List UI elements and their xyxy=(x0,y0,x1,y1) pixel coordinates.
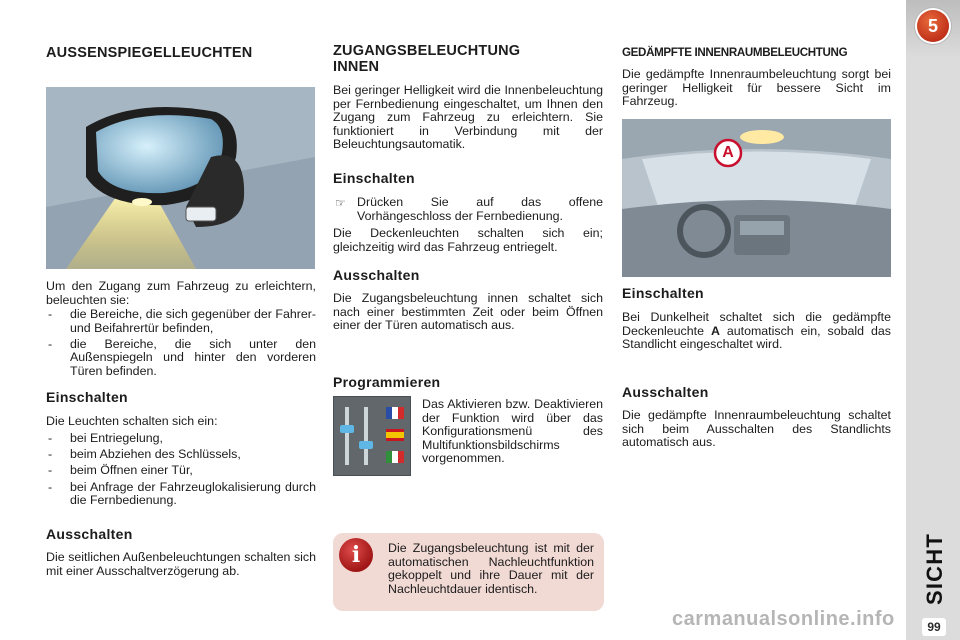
mirror-light-illustration xyxy=(46,87,315,269)
mirror-off-heading: Ausschalten xyxy=(46,526,133,542)
chapter-title: SICHT xyxy=(922,533,947,605)
section-heading-dimmed-lighting: GEDÄMPFTE INNENRAUMBELEUCHTUNG xyxy=(622,46,848,59)
list-item: - die Bereiche, die sich unter den Außenspiegeln und hinter den vorderen Türen befinden. xyxy=(46,338,316,379)
mirror-on-list xyxy=(46,432,316,510)
mirror-illustration-icon xyxy=(46,87,315,269)
list-item: - bei Anfrage der Fahrzeuglokalisierung durch die Fernbedienung. xyxy=(46,481,316,508)
watermark: carmanualsonline.info xyxy=(672,608,895,630)
pointing-hand-icon: ☞ xyxy=(335,196,346,210)
dimmed-lighting-intro: Die gedämpfte Innenraumbeleuchtung sorgt bei geringer Helligkeit für bessere Sicht im Fahrzeug. xyxy=(622,67,891,109)
programming-heading: Programmieren xyxy=(333,374,441,390)
sliders-flags-icon xyxy=(334,397,410,475)
interior-on-bullet xyxy=(333,196,603,223)
page-number: 99 xyxy=(922,618,946,636)
list-item: - beim Öffnen einer Tür, xyxy=(46,464,316,478)
programming-text: Das Aktivieren bzw. Deaktivieren der Funktion wird über das Konfigurationsmenü des Multifunktionsbildschirms vorgenommen. xyxy=(422,397,603,466)
chapter-badge xyxy=(917,10,949,42)
dimmed-on-text xyxy=(622,311,891,352)
callout-label-a: A xyxy=(722,144,734,161)
car-interior-illustration xyxy=(622,119,891,277)
list-item: - bei Entriegelung, xyxy=(46,432,316,446)
text-part: automatisch ein, sobald das Standlicht eingeschaltet wird. xyxy=(622,323,891,352)
dimmed-on-heading: Einschalten xyxy=(622,285,704,301)
heading-line: ZUGANGSBELEUCHTUNG xyxy=(333,43,521,59)
mirror-lights-intro: Um den Zugang zum Fahrzeug zu erleichtern, beleuchten sie: xyxy=(46,279,316,307)
dimmed-off-heading: Ausschalten xyxy=(622,384,709,400)
info-note-text: Die Zugangsbeleuchtung ist mit der automatischen Nachleuchtfunktion gekoppelt und ihre Dauer mit der Nachleuchtdauer identisch. xyxy=(388,541,594,596)
interior-on-bullet-text: Drücken Sie auf das offene Vorhängeschloss der Fernbedienung. xyxy=(357,195,603,223)
section-heading-mirror-lights: AUSSENSPIEGELLEUCHTEN xyxy=(46,45,253,61)
interior-off-text: Die Zugangsbeleuchtung innen schaltet sich nach einer bestimmten Zeit oder beim Öffnen einer der Türen automatisch aus. xyxy=(333,291,603,333)
interior-on-heading: Einschalten xyxy=(333,170,415,186)
section-heading-interior-access xyxy=(333,43,603,75)
callout-ref-a: A xyxy=(710,323,720,338)
interior-off-heading: Ausschalten xyxy=(333,267,420,283)
interior-on-text: Die Deckenleuchten schalten sich ein; gleichzeitig wird das Fahrzeug entriegelt. xyxy=(333,226,603,254)
config-menu-illustration xyxy=(333,396,411,476)
heading-line: INNEN xyxy=(333,59,380,75)
car-interior-icon xyxy=(622,119,891,277)
dimmed-off-text: Die gedämpfte Innenraumbeleuchtung schaltet sich beim Ausschalten des Standlichts automatisch aus. xyxy=(622,408,891,450)
mirror-off-text: Die seitlichen Außenbeleuchtungen schalten sich mit einer Ausschaltverzögerung ab. xyxy=(46,550,316,578)
list-item: - die Bereiche, die sich gegenüber der Fahrer- und Beifahrertür befinden, xyxy=(46,308,316,335)
chapter-number: 5 xyxy=(927,16,938,36)
text-part: Bei Dunkelheit schaltet sich die gedämpfte Deckenleuchte xyxy=(622,310,891,338)
mirror-on-heading: Einschalten xyxy=(46,389,128,405)
list-item: - beim Abziehen des Schlüssels, xyxy=(46,448,316,462)
mirror-on-intro: Die Leuchten schalten sich ein: xyxy=(46,414,218,428)
info-icon: i xyxy=(339,538,373,572)
mirror-lights-area-list xyxy=(46,308,316,381)
interior-access-intro: Bei geringer Helligkeit wird die Innenbeleuchtung per Fernbedienung eingeschaltet, um Ihnen den Zugang zum Fahrzeug zu erleichtern. Sie funktioniert in Verbindung mit der Beleuchtungsautomatik. xyxy=(333,83,603,152)
